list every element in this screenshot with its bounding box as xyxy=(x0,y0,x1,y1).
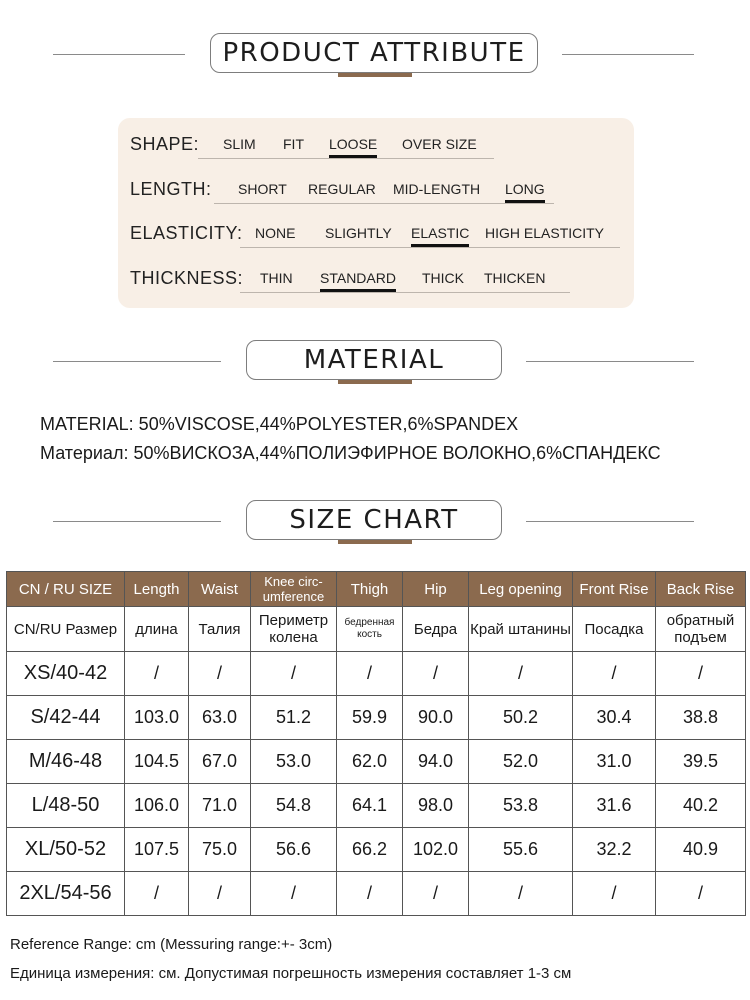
attribute-label: SHAPE: xyxy=(130,134,200,154)
table-header-ru-row xyxy=(7,607,746,652)
header-cell: Waist xyxy=(189,572,251,607)
attribute-option: REGULAR xyxy=(308,181,376,197)
product-attribute-title: PRODUCT ATTRIBUTE xyxy=(210,33,538,73)
material-line-en: MATERIAL: 50%VISCOSE,44%POLYESTER,6%SPANDEX xyxy=(40,414,519,434)
value-cell: 59.9 xyxy=(337,696,403,740)
attribute-option: NONE xyxy=(255,225,296,241)
table-row xyxy=(7,872,746,916)
value-cell: / xyxy=(125,652,189,696)
value-cell: 56.6 xyxy=(251,828,337,872)
size-cell: 2XL/54-56 xyxy=(7,872,125,916)
value-cell: 31.6 xyxy=(573,784,656,828)
value-cell: 106.0 xyxy=(125,784,189,828)
title-underbar xyxy=(338,73,412,77)
header-ru-cell: Посадка xyxy=(573,607,656,652)
value-cell: 53.8 xyxy=(469,784,573,828)
header-cell: Knee circ-umference xyxy=(251,572,337,607)
value-cell: 32.2 xyxy=(573,828,656,872)
value-cell: 102.0 xyxy=(403,828,469,872)
attribute-option: SLIM xyxy=(223,136,256,152)
attribute-label: THICKNESS: xyxy=(130,268,244,288)
value-cell: / xyxy=(337,652,403,696)
attribute-rule xyxy=(240,292,570,293)
title-underbar xyxy=(338,380,412,384)
value-cell: / xyxy=(403,872,469,916)
material-title: MATERIAL xyxy=(246,340,502,380)
value-cell: / xyxy=(573,652,656,696)
header-cell: Front Rise xyxy=(573,572,656,607)
header-cell: CN / RU SIZE xyxy=(7,572,125,607)
value-cell: / xyxy=(573,872,656,916)
value-cell: 52.0 xyxy=(469,740,573,784)
divider-left xyxy=(53,521,221,522)
value-cell: / xyxy=(251,872,337,916)
header-cell: Back Rise xyxy=(656,572,746,607)
header-cell: Length xyxy=(125,572,189,607)
attribute-option: THIN xyxy=(260,270,293,286)
value-cell: 40.9 xyxy=(656,828,746,872)
header-cell: Thigh xyxy=(337,572,403,607)
attribute-option: THICK xyxy=(422,270,464,286)
size-cell: S/42-44 xyxy=(7,696,125,740)
header-ru-cell: Край штанины xyxy=(469,607,573,652)
header-ru-cell: Талия xyxy=(189,607,251,652)
divider-left xyxy=(53,54,185,55)
value-cell: 50.2 xyxy=(469,696,573,740)
value-cell: / xyxy=(656,652,746,696)
table-row xyxy=(7,828,746,872)
attribute-option: MID-LENGTH xyxy=(393,181,481,197)
header-ru-cell: обратный подъем xyxy=(656,607,746,652)
attribute-option: SHORT xyxy=(238,181,287,197)
header-ru-cell: бедренная кость xyxy=(337,607,403,652)
attribute-option: SLIGHTLY xyxy=(325,225,392,241)
header-cell: Hip xyxy=(403,572,469,607)
attribute-label: LENGTH: xyxy=(130,179,212,199)
header-ru-cell: CN/RU Размер xyxy=(7,607,125,652)
value-cell: 107.5 xyxy=(125,828,189,872)
value-cell: / xyxy=(469,872,573,916)
title-underbar xyxy=(338,540,412,544)
value-cell: / xyxy=(403,652,469,696)
size-cell: XL/50-52 xyxy=(7,828,125,872)
table-header-row xyxy=(7,572,746,607)
header-ru-cell: длина xyxy=(125,607,189,652)
value-cell: 104.5 xyxy=(125,740,189,784)
material-line-ru: Материал: 50%ВИСКОЗА,44%ПОЛИЭФИРНОЕ ВОЛОКНО,6%СПАНДЕКС xyxy=(40,443,661,463)
value-cell: 38.8 xyxy=(656,696,746,740)
attribute-label: ELASTICITY: xyxy=(130,223,243,243)
attribute-rule xyxy=(240,247,620,248)
divider-right xyxy=(562,54,694,55)
attribute-rule xyxy=(198,158,494,159)
value-cell: 67.0 xyxy=(189,740,251,784)
header-cell: Leg opening xyxy=(469,572,573,607)
value-cell: / xyxy=(189,652,251,696)
divider-right xyxy=(526,521,694,522)
header-ru-cell: Бедра xyxy=(403,607,469,652)
value-cell: 54.8 xyxy=(251,784,337,828)
size-cell: XS/40-42 xyxy=(7,652,125,696)
attribute-option-selected: ELASTIC xyxy=(411,225,470,241)
table-row xyxy=(7,696,746,740)
value-cell: / xyxy=(337,872,403,916)
size-cell: M/46-48 xyxy=(7,740,125,784)
value-cell: / xyxy=(125,872,189,916)
attribute-option: HIGH ELASTICITY xyxy=(485,225,605,241)
value-cell: 62.0 xyxy=(337,740,403,784)
header-ru-cell: Периметр колена xyxy=(251,607,337,652)
attribute-option-selected: LOOSE xyxy=(329,136,378,152)
reference-note-ru: Единица измерения: см. Допустимая погрешность измерения составляет 1-3 см xyxy=(10,965,572,982)
value-cell: 40.2 xyxy=(656,784,746,828)
divider-right xyxy=(526,361,694,362)
value-cell: 94.0 xyxy=(403,740,469,784)
reference-note-en: Reference Range: cm (Messuring range:+- 3cm) xyxy=(10,936,333,953)
value-cell: 75.0 xyxy=(189,828,251,872)
value-cell: 39.5 xyxy=(656,740,746,784)
value-cell: 30.4 xyxy=(573,696,656,740)
value-cell: 63.0 xyxy=(189,696,251,740)
attribute-rule xyxy=(214,203,554,204)
value-cell: / xyxy=(469,652,573,696)
value-cell: 55.6 xyxy=(469,828,573,872)
value-cell: / xyxy=(189,872,251,916)
value-cell: 103.0 xyxy=(125,696,189,740)
product-attribute-header xyxy=(0,33,750,77)
value-cell: / xyxy=(251,652,337,696)
value-cell: 51.2 xyxy=(251,696,337,740)
table-row xyxy=(7,740,746,784)
attribute-option: THICKEN xyxy=(484,270,546,286)
value-cell: 31.0 xyxy=(573,740,656,784)
value-cell: 71.0 xyxy=(189,784,251,828)
attribute-panel xyxy=(118,118,634,308)
material-header xyxy=(0,340,750,384)
value-cell: / xyxy=(656,872,746,916)
size-cell: L/48-50 xyxy=(7,784,125,828)
size-chart-title: SIZE CHART xyxy=(246,500,502,540)
value-cell: 53.0 xyxy=(251,740,337,784)
size-chart-header xyxy=(0,500,750,544)
attribute-option: OVER SIZE xyxy=(402,136,477,152)
value-cell: 98.0 xyxy=(403,784,469,828)
attribute-option-selected: STANDARD xyxy=(320,270,396,286)
table-row xyxy=(7,784,746,828)
size-table xyxy=(6,571,746,916)
value-cell: 66.2 xyxy=(337,828,403,872)
table-row xyxy=(7,652,746,696)
divider-left xyxy=(53,361,221,362)
value-cell: 90.0 xyxy=(403,696,469,740)
attribute-option-selected: LONG xyxy=(505,181,545,197)
value-cell: 64.1 xyxy=(337,784,403,828)
attribute-option: FIT xyxy=(283,136,304,152)
